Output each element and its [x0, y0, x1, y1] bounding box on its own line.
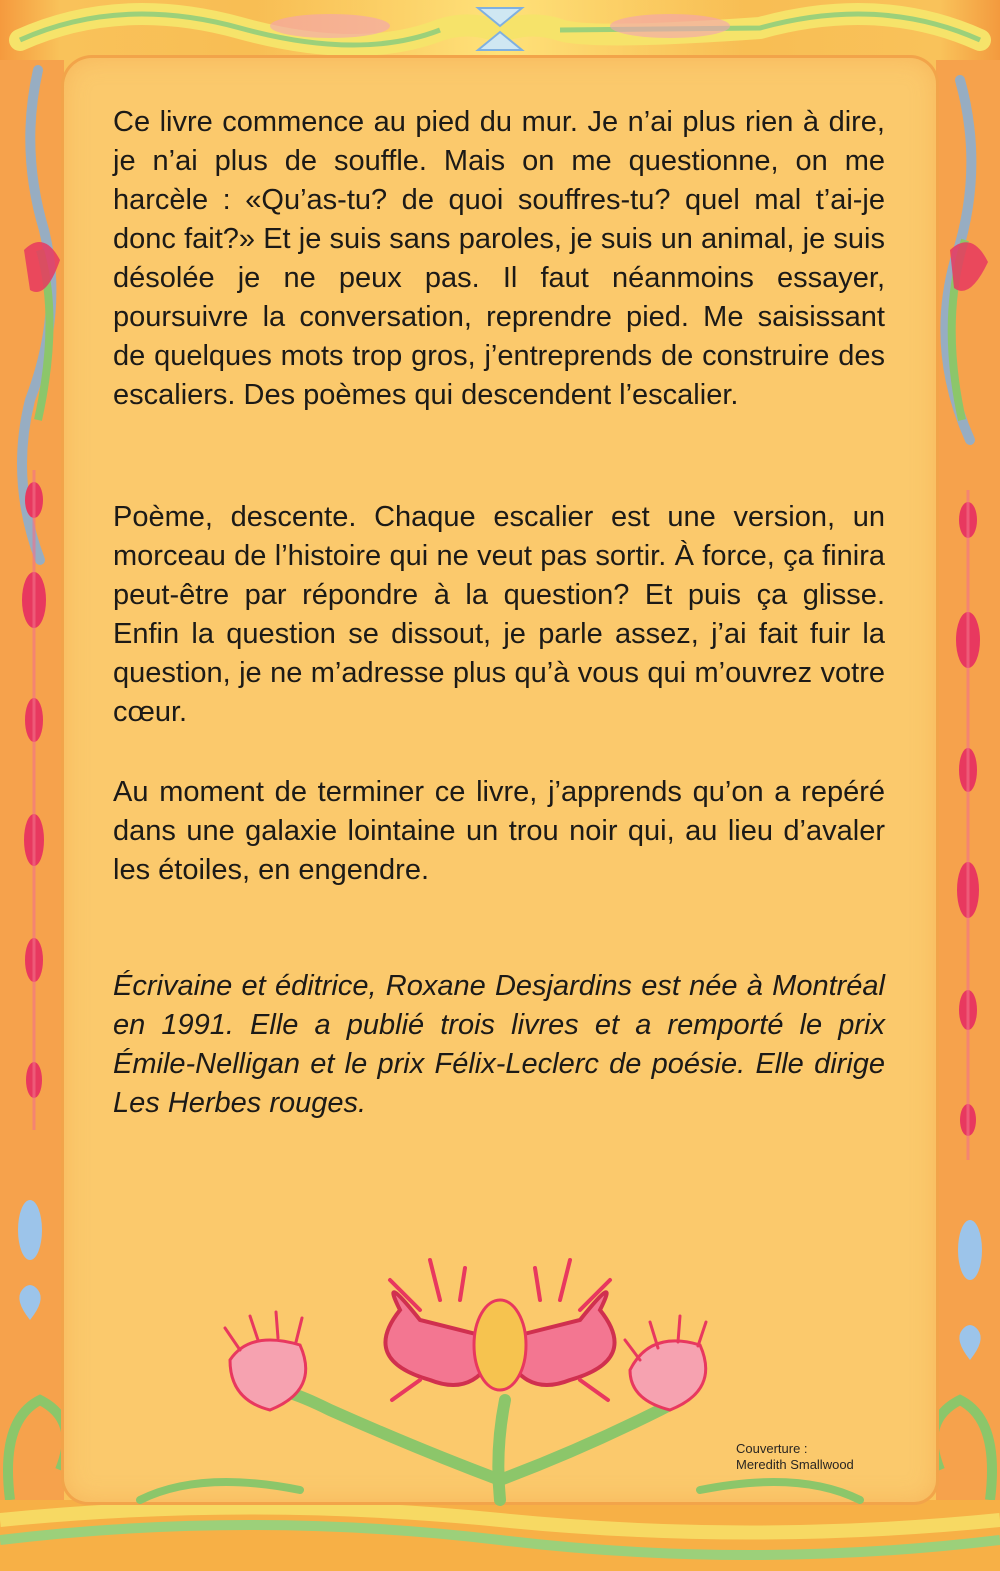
intro-paragraph-2: Poème, descente. Chaque escalier est une version, un morceau de l’histoire qui ne veut pas sortir. À force, ça finira peut-être par répondre à la question? Et puis ça glisse. Enfin la question se dissout, je parle assez, j’ai fait fuir la question, je ne m’adresse plus qu’à vous qui m’ouvrez votre cœur.	[113, 501, 885, 728]
cover-credit-artist: Meredith Smallwood	[736, 1457, 854, 1472]
author-bio: Écrivaine et éditrice, Roxane Desjardins est née à Montréal en 1991. Elle a publié trois livres et a remporté le prix Émile-Nelligan et le prix Félix-Leclerc de poésie. Elle dirige Les Herbes rouges.	[113, 970, 885, 1119]
flytrap-center	[385, 1260, 614, 1400]
cover-credit-label: Couverture :	[736, 1441, 808, 1456]
cover-credit	[736, 1441, 854, 1473]
flytrap-left	[225, 1312, 306, 1410]
intro-paragraph-1: Ce livre commence au pied du mur. Je n’ai plus rien à dire, je n’ai plus de souffle. Mais on me questionne, on me harcèle : «Qu’as-tu? de quoi souffres-tu? quel mal t’ai-je donc fait?» Et je suis sans paroles, je suis un animal, je suis désolée je ne peux pas. Il faut néanmoins essayer, poursuivre la conversation, reprendre pied. Me saisissant de quelques mots trop gros, j’entreprends de construire des escaliers. Des poèmes qui descendent l’escalier.	[113, 106, 885, 411]
flytrap-right	[625, 1316, 706, 1410]
intro-paragraph-3: Au moment de terminer ce livre, j’apprends qu’on a repéré dans une galaxie lointaine un trou noir qui, au lieu d’avaler les étoiles, en engendre.	[113, 776, 885, 886]
